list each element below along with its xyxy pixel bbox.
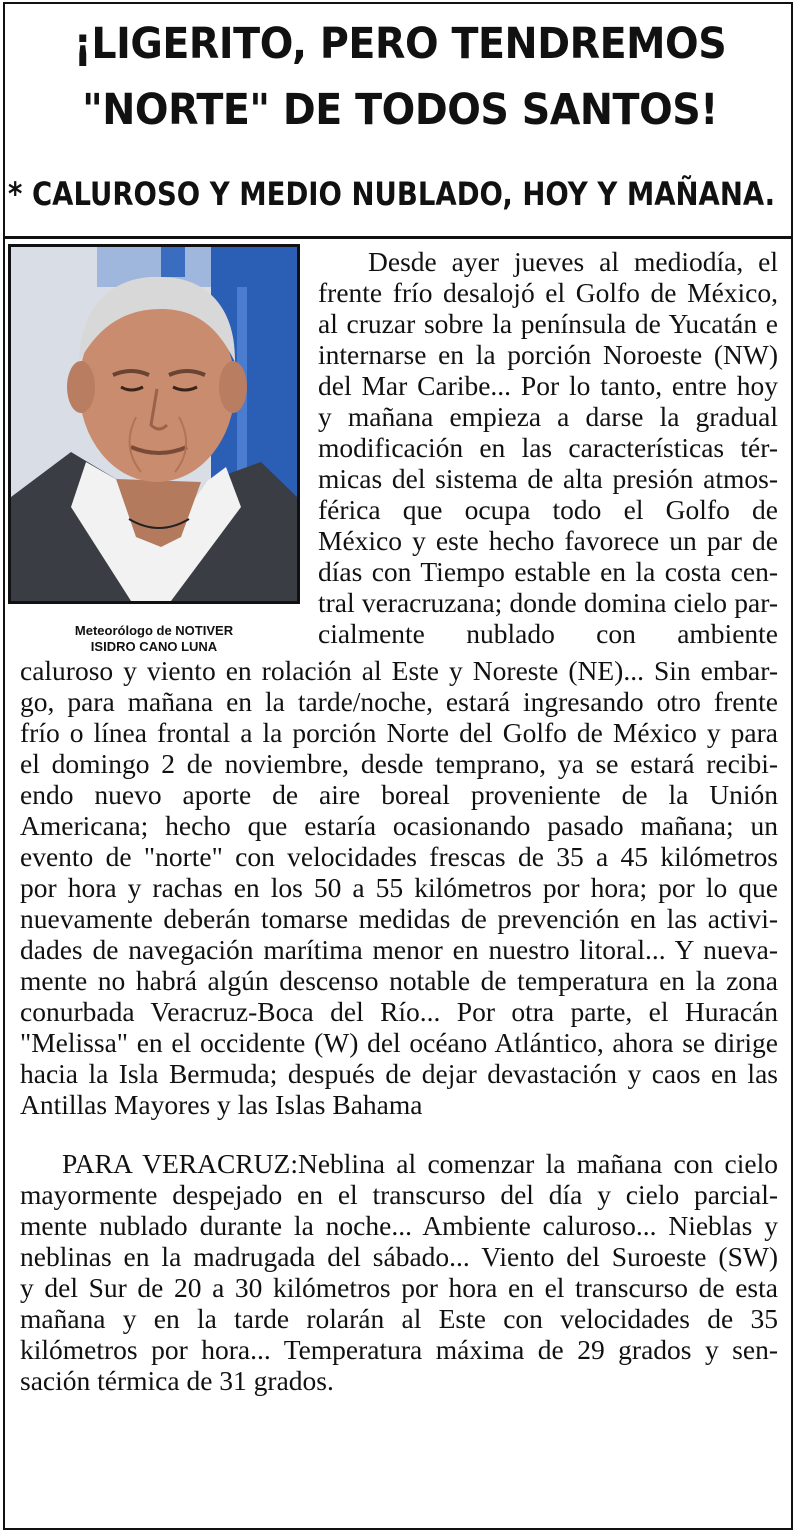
article-line: nuevamente deberán tomarse medidas de prevención en las activi-	[20, 903, 778, 934]
article-line: micas del sistema de alta presión atmos-	[318, 463, 778, 494]
headline-line-1: ¡LIGERITO, PERO TENDREMOS	[73, 19, 727, 69]
article-line: modificación en las características tér-	[318, 432, 778, 463]
article-line: hacia la Isla Bermuda; después de dejar devastación y caos en las	[20, 1058, 778, 1089]
article-line: sación térmica de 31 grados.	[20, 1365, 334, 1396]
article-line: y del Sur de 20 a 30 kilómetros por hora en el transcurso de esta	[20, 1272, 778, 1303]
article-line: PARA VERACRUZ:Neblina al comenzar la mañana con cielo	[62, 1148, 778, 1179]
photo-caption	[8, 623, 300, 655]
article-line: kilómetros por hora... Temperatura máxima de 29 grados y sen-	[20, 1334, 778, 1365]
author-photo	[8, 244, 300, 604]
article-line: y mañana empieza a darse la gradual	[318, 401, 778, 432]
article-line: por hora y rachas en los 50 a 55 kilómetros por hora; por lo que	[20, 872, 778, 903]
article-line: evento de "norte" con velocidades frescas de 35 a 45 kilómetros	[20, 841, 778, 872]
article-line: férica que ocupa todo el Golfo de	[318, 494, 778, 525]
article-line: dades de navegación marítima menor en nuestro litoral... Y nueva-	[20, 934, 778, 965]
article-line: Antillas Mayores y las Islas Bahama	[20, 1089, 423, 1120]
caption-line-1: Meteorólogo de NOTIVER	[74, 623, 234, 638]
article-line: mañana y en la tarde rolarán al Este con velocidades de 35	[20, 1303, 778, 1334]
article-line: internarse en la porción Noroeste (NW)	[318, 339, 778, 370]
article-line: endo nuevo aporte de aire boreal proveniente de la Unión	[20, 779, 778, 810]
subheadline: * CALUROSO Y MEDIO NUBLADO, HOY Y MAÑANA.	[8, 175, 776, 213]
article-line: cialmente nublado con ambiente	[318, 618, 778, 649]
article-line: Americana; hecho que estaría ocasionando pasado mañana; un	[20, 810, 778, 841]
article-line: mente nublado durante la noche... Ambiente caluroso... Nieblas y	[20, 1210, 778, 1241]
header-divider	[4, 236, 793, 239]
caption-line-2: ISIDRO CANO LUNA	[90, 639, 218, 654]
article-line: frente frío desalojó el Golfo de México,	[318, 277, 778, 308]
article-line: al cruzar sobre la península de Yucatán e	[318, 308, 778, 339]
article-line: el domingo 2 de noviembre, desde temprano, ya se estará recibi-	[20, 748, 778, 779]
article-line: mayormente despejado en el transcurso del día y cielo parcial-	[20, 1179, 778, 1210]
article-line: conurbada Veracruz-Boca del Río... Por otra parte, el Huracán	[20, 996, 778, 1027]
article-line: Desde ayer jueves al mediodía, el	[368, 246, 778, 277]
article-line: mente no habrá algún descenso notable de temperatura en la zona	[20, 965, 778, 996]
article-line: días con Tiempo estable en la costa cen-	[318, 556, 778, 587]
article-line: go, para mañana en la tarde/noche, estará ingresando otro frente	[20, 686, 778, 717]
article-line: "Melissa" en el occidente (W) del océano Atlántico, ahora se dirige	[20, 1027, 778, 1058]
article-line: México y este hecho favorece un par de	[318, 525, 778, 556]
article-line: del Mar Caribe... Por lo tanto, entre hoy	[318, 370, 778, 401]
article-line: frío o línea frontal a la porción Norte del Golfo de México y para	[20, 717, 778, 748]
article-line: tral veracruzana; donde domina cielo par-	[318, 587, 778, 618]
article-line: caluroso y viento en rolación al Este y Noreste (NE)... Sin embar-	[20, 655, 778, 686]
article-line: neblinas en la madrugada del sábado... Viento del Suroeste (SW)	[20, 1241, 778, 1272]
headline-line-2: "NORTE" DE TODOS SANTOS!	[82, 85, 718, 135]
